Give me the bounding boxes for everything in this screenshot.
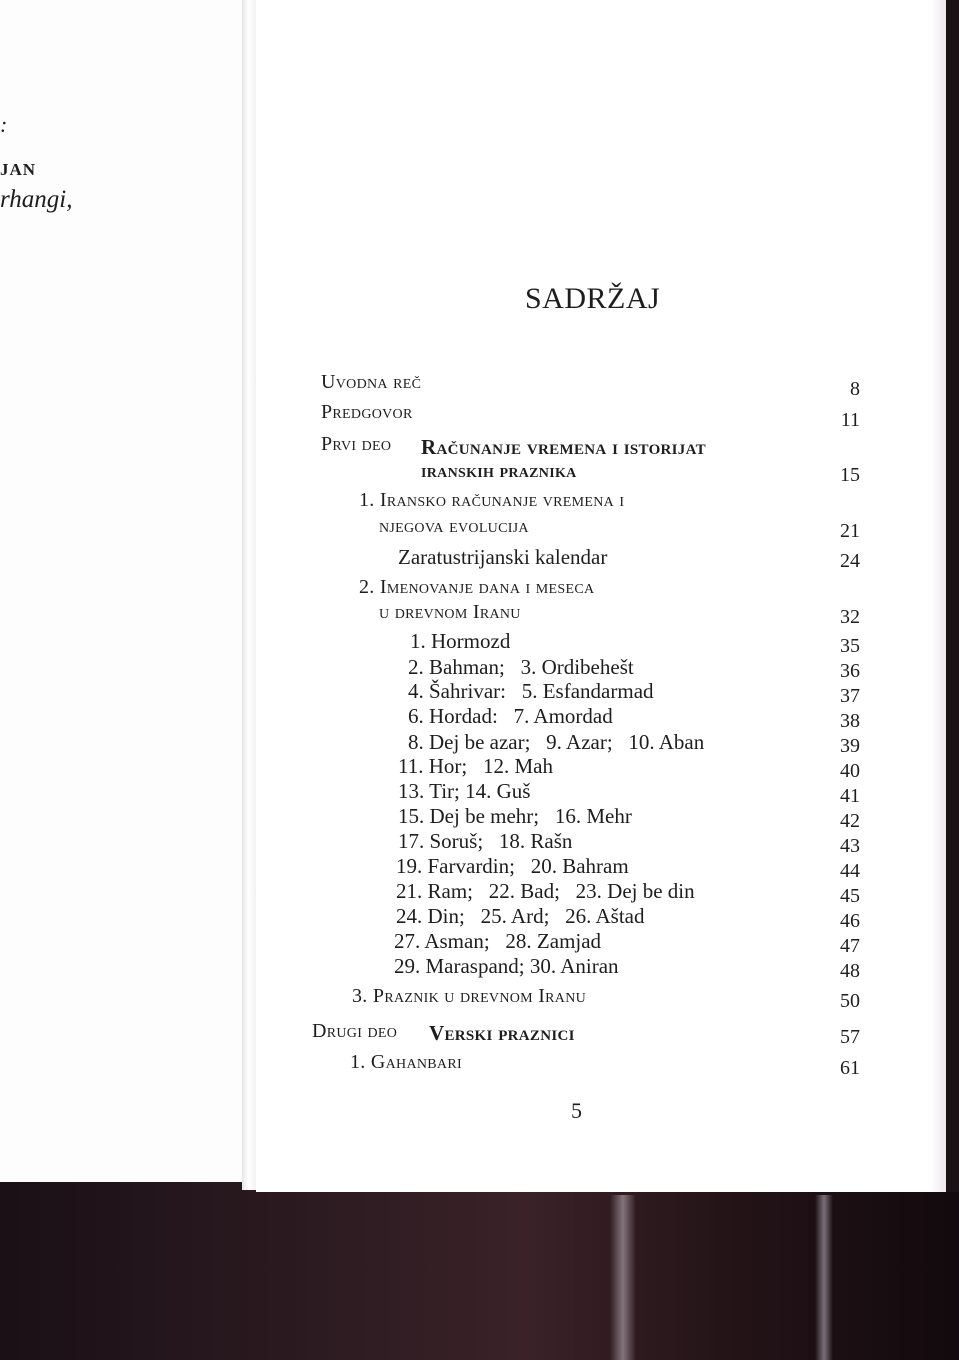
toc-part-title-line-1: Računanje vremena i istorijat — [421, 435, 706, 459]
toc-page-number: 8 — [850, 378, 860, 400]
left-page-fragment-2: JAN — [0, 160, 37, 179]
toc-page-number: 37 — [840, 685, 860, 707]
toc-day-entry: 4. Šahrivar: 5. Esfandarmad — [408, 679, 654, 703]
page-edge-shadow — [946, 0, 959, 1192]
toc-page-number: 36 — [840, 660, 860, 682]
toc-day-entry: 11. Hor; 12. Mah — [398, 754, 553, 778]
toc-page-number: 38 — [840, 710, 860, 732]
toc-section: Zaratustrijanski kalendar — [398, 545, 608, 569]
toc-chapter-line-2: u drevnom Iranu — [379, 601, 521, 623]
toc-day-entry: 6. Hordad: 7. Amordad — [408, 704, 613, 728]
toc-page-number: 35 — [840, 635, 860, 657]
toc-chapter: 1. Gahanbari — [350, 1051, 462, 1073]
toc-part-label: Prvi deo — [321, 433, 392, 455]
book-spine — [242, 0, 256, 1190]
toc-page-number: 46 — [840, 910, 860, 932]
toc-chapter-line-2: njegova evolucija — [379, 515, 529, 537]
toc-part-label: Drugi deo — [312, 1020, 398, 1042]
toc-entry-uvodna-rec: Uvodna reč — [321, 371, 422, 393]
toc-day-entry: 13. Tir; 14. Guš — [398, 779, 531, 803]
background-reflection — [610, 1195, 636, 1360]
toc-page-number: 24 — [840, 550, 860, 572]
toc-page-number: 57 — [840, 1026, 860, 1048]
toc-chapter-line-1: 1. Iransko računanje vremena i — [359, 489, 625, 511]
toc-page-number: 44 — [840, 860, 860, 882]
toc-page-number: 50 — [840, 990, 860, 1012]
contents-title: SADRŽAJ — [525, 282, 661, 315]
toc-page-number: 11 — [840, 409, 860, 431]
toc-page-number: 61 — [840, 1057, 860, 1079]
toc-page-number: 47 — [840, 935, 860, 957]
background-reflection — [815, 1195, 833, 1360]
toc-page-number: 21 — [840, 520, 860, 542]
toc-page-number: 40 — [840, 760, 860, 782]
toc-chapter-line-1: 2. Imenovanje dana i meseca — [359, 576, 595, 598]
toc-day-entry: 1. Hormozd — [410, 629, 511, 653]
left-page-fragment-3: rhangi, — [0, 186, 73, 213]
toc-page-number: 39 — [840, 735, 860, 757]
toc-day-entry: 17. Soruš; 18. Rašn — [398, 829, 573, 853]
toc-day-entry: 15. Dej be mehr; 16. Mehr — [398, 804, 632, 828]
page-edge — [930, 0, 946, 1192]
toc-day-entry: 19. Farvardin; 20. Bahram — [396, 854, 629, 878]
left-page-fragment-1: : — [0, 112, 8, 137]
toc-day-entry: 24. Din; 25. Ard; 26. Aštad — [396, 904, 645, 928]
toc-day-entry: 8. Dej be azar; 9. Azar; 10. Aban — [408, 730, 705, 754]
toc-chapter: 3. Praznik u drevnom Iranu — [352, 985, 587, 1007]
toc-day-entry: 27. Asman; 28. Zamjad — [394, 929, 602, 953]
toc-day-entry: 29. Maraspand; 30. Aniran — [394, 954, 619, 978]
toc-day-entry: 2. Bahman; 3. Ordibehešt — [408, 655, 634, 679]
toc-page-number: 15 — [840, 464, 860, 486]
toc-page-number: 48 — [840, 960, 860, 982]
toc-page-number: 32 — [840, 606, 860, 628]
toc-entry-predgovor: Predgovor — [321, 401, 413, 423]
toc-page-number: 45 — [840, 885, 860, 907]
toc-page-number: 42 — [840, 810, 860, 832]
left-page — [0, 0, 242, 1182]
page-number: 5 — [571, 1098, 582, 1123]
toc-page-number: 41 — [840, 785, 860, 807]
toc-part-title-line-2: iranskih praznika — [421, 460, 577, 482]
toc-page-number: 43 — [840, 835, 860, 857]
toc-part-title: Verski praznici — [429, 1021, 575, 1045]
toc-day-entry: 21. Ram; 22. Bad; 23. Dej be din — [396, 879, 695, 903]
